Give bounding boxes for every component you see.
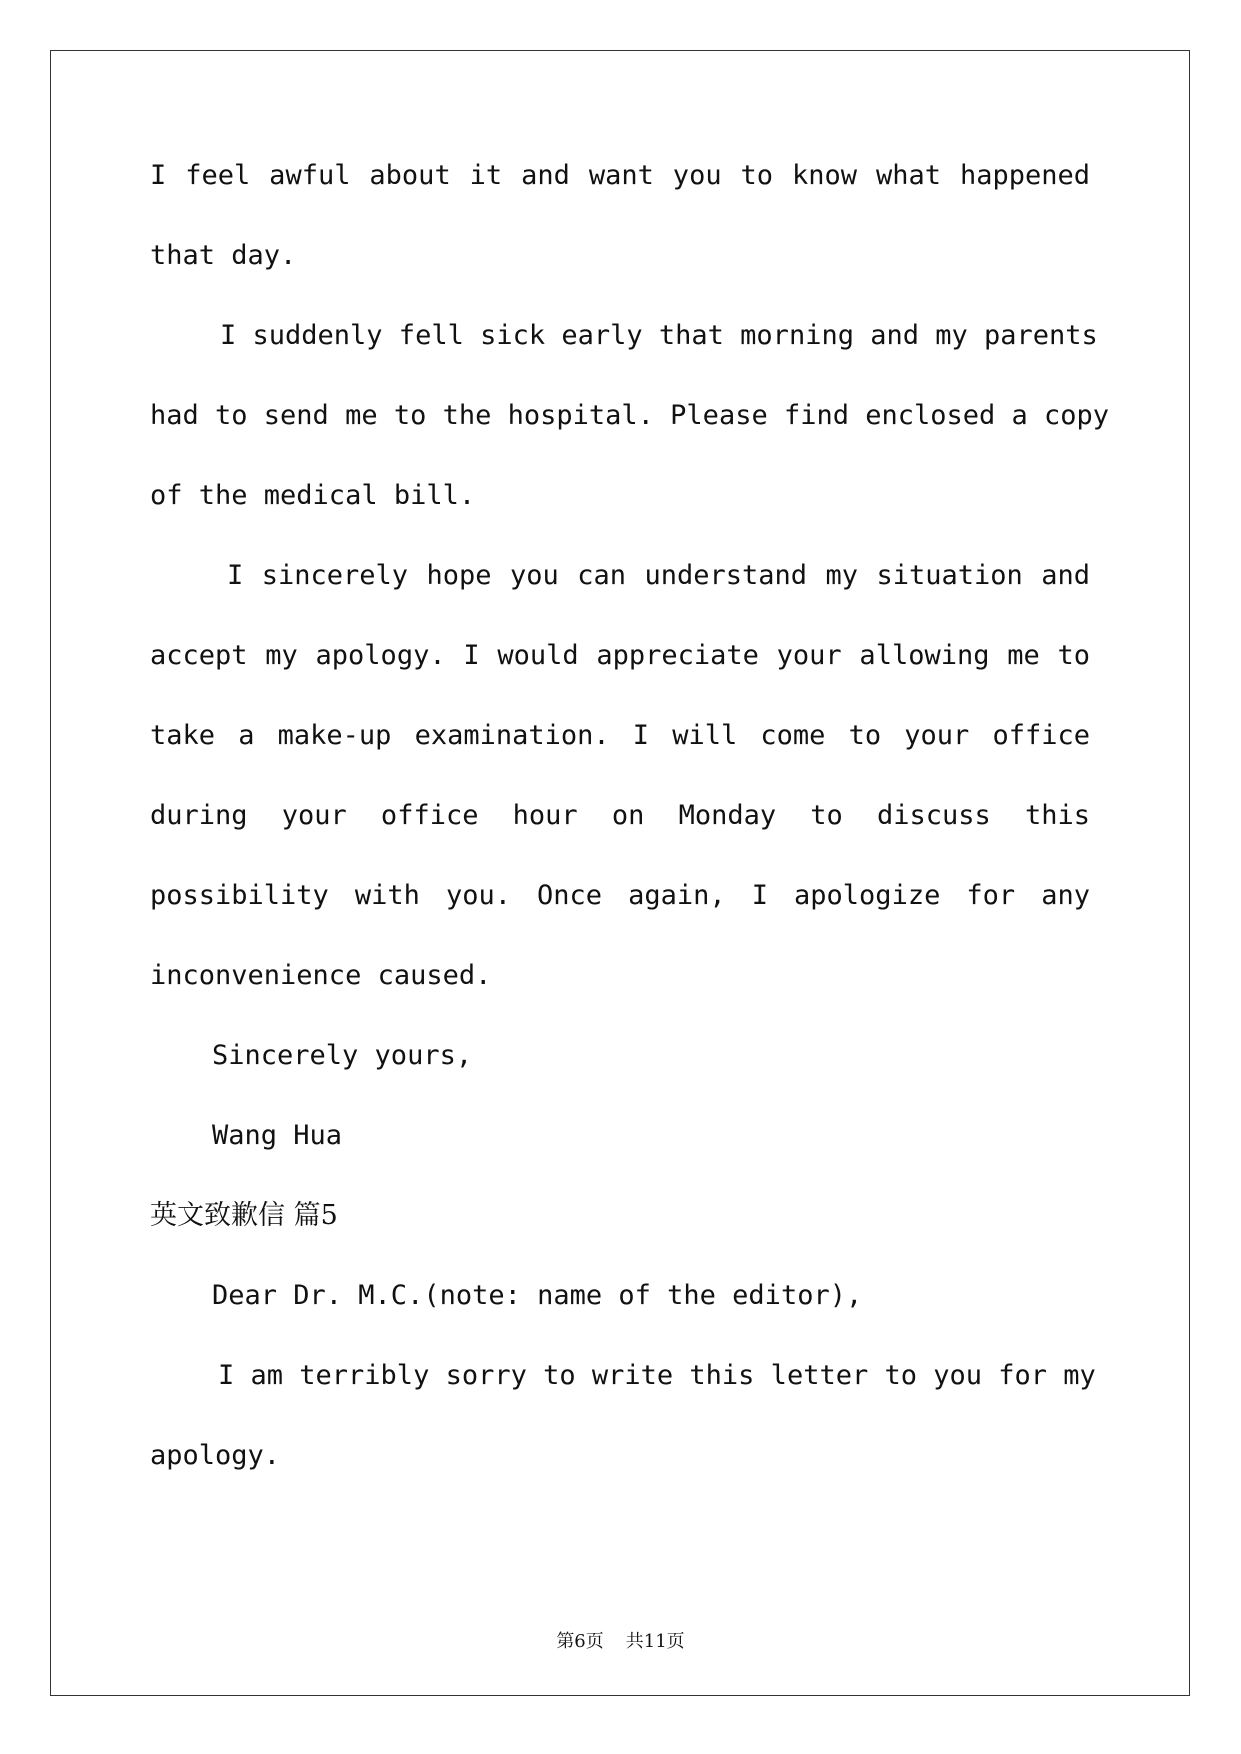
page-total: 共11页: [625, 1631, 685, 1652]
text-line: I feel awful about it and want you to know what happened: [150, 160, 1090, 191]
page-number: 第6页: [556, 1631, 604, 1652]
text-line: I am terribly sorry to write this letter to you for my: [218, 1360, 1096, 1391]
text-line: take a make-up examination. I will come to your office: [150, 720, 1090, 751]
text-line: possibility with you. Once again, I apologize for any: [150, 880, 1090, 911]
text-line: accept my apology. I would appreciate your allowing me to: [150, 640, 1090, 671]
text-line: I sincerely hope you can understand my situation and: [227, 560, 1090, 591]
closing-line: Sincerely yours,: [212, 1040, 473, 1071]
section-heading: 英文致歉信 篇5: [150, 1200, 338, 1231]
page-footer: [0, 1627, 1241, 1653]
text-line: that day.: [150, 240, 297, 271]
text-line: during your office hour on Monday to discuss this: [150, 800, 1090, 831]
text-line: had to send me to the hospital. Please find enclosed a copy: [150, 400, 1110, 431]
text-line: inconvenience caused.: [150, 960, 492, 991]
text-line: I suddenly fell sick early that morning and my parents: [220, 320, 1098, 351]
salutation: Dear Dr. M.C.(note: name of the editor),: [212, 1280, 863, 1311]
signature: Wang Hua: [212, 1120, 343, 1151]
text-line: apology.: [150, 1440, 281, 1471]
text-line: of the medical bill.: [150, 480, 476, 511]
